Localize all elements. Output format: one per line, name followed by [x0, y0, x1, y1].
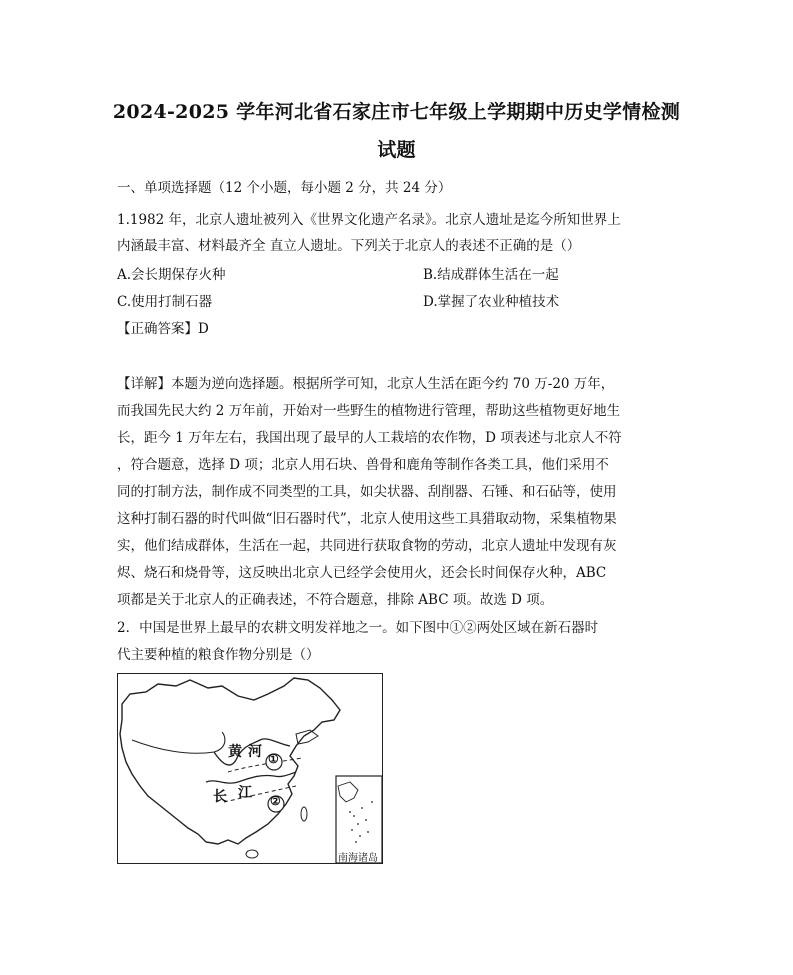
map-label-huang: 黄 — [228, 744, 242, 760]
region-2-boundary — [224, 786, 296, 802]
inset-label-nanhai: 南海诸岛 — [338, 853, 378, 864]
china-outline — [120, 678, 340, 844]
china-map-figure — [117, 673, 383, 864]
q1-stem-line1: 1.1982 年，北京人遗址被列入《世界文化遗产名录》。北京人遗址是迄今所知世界上 — [117, 212, 621, 228]
section-heading: 一、单项选择题（12 个小题，每小题 2 分，共 24 分） — [117, 180, 452, 196]
q1-analysis-line: 这种打制石器的时代叫做“旧石器时代”，北京人使用这些工具猎取动物，采集植物果 — [117, 511, 617, 527]
q1-analysis-line: ，符合题意，选择 D 项；北京人用石块、兽骨和鹿角等制作各类工具，他们采用不 — [117, 457, 609, 473]
plateau-boundary — [132, 732, 225, 753]
taiwan-island — [301, 807, 307, 821]
china-map-drawing — [118, 674, 384, 865]
document-title-line1: 2024-2025 学年河北省石家庄市七年级上学期期中历史学情检测 — [112, 101, 681, 123]
q2-stem-line1: 2．中国是世界上最早的农耕文明发祥地之一。如下图中①②两处区域在新石器时 — [117, 620, 599, 636]
q1-analysis-line: 而我国先民大约 2 万年前，开始对一些野生的植物进行管理，帮助这些植物更好地生 — [117, 403, 621, 419]
q1-option-d: D.掌握了农业种植技术 — [423, 294, 560, 310]
hainan-island — [246, 850, 258, 858]
map-label-he: 河 — [248, 744, 262, 760]
q1-analysis-line: 同的打制方法，制作成不同类型的工具，如尖状器、刮削器、石锤、和石砧等，使用 — [117, 484, 617, 500]
map-label-chang: 长 — [213, 789, 227, 805]
q2-stem-line2: 代主要种植的粮食作物分别是（） — [117, 647, 320, 663]
q1-option-a: A.会长期保存火种 — [117, 267, 226, 283]
q1-analysis-line: 烬、烧石和烧骨等，这反映出北京人已经学会使用火，还会长时间保存火种，ABC — [117, 565, 607, 581]
q1-analysis-line: 长，距今 1 万年左右，我国出现了最早的人工栽培的农作物，D 项表述与北京人不符 — [117, 430, 622, 446]
map-marker-1: ① — [268, 752, 279, 766]
map-marker-2: ② — [270, 794, 281, 808]
map-label-jiang: 江 — [238, 785, 252, 801]
q1-analysis-line: 【详解】本题为逆向选择题。根据所学可知，北京人生活在距今约 70 万-20 万年， — [117, 376, 615, 392]
q1-option-c: C.使用打制石器 — [117, 294, 213, 310]
q1-option-b: B.结成群体生活在一起 — [423, 267, 559, 283]
q1-analysis-line: 实，他们结成群体，生活在一起，共同进行获取食物的劳动，北京人遗址中发现有灰 — [117, 538, 617, 554]
document-title-line2: 试题 — [377, 139, 416, 161]
q1-stem-line2: 内涵最丰富、材料最齐全 直立人遗址。下列关于北京人的表述不正确的是（） — [117, 238, 581, 254]
q1-answer: 【正确答案】D — [117, 321, 209, 337]
q1-analysis-line: 项都是关于北京人的正确表述，不符合题意，排除 ABC 项。故选 D 项。 — [117, 592, 554, 608]
